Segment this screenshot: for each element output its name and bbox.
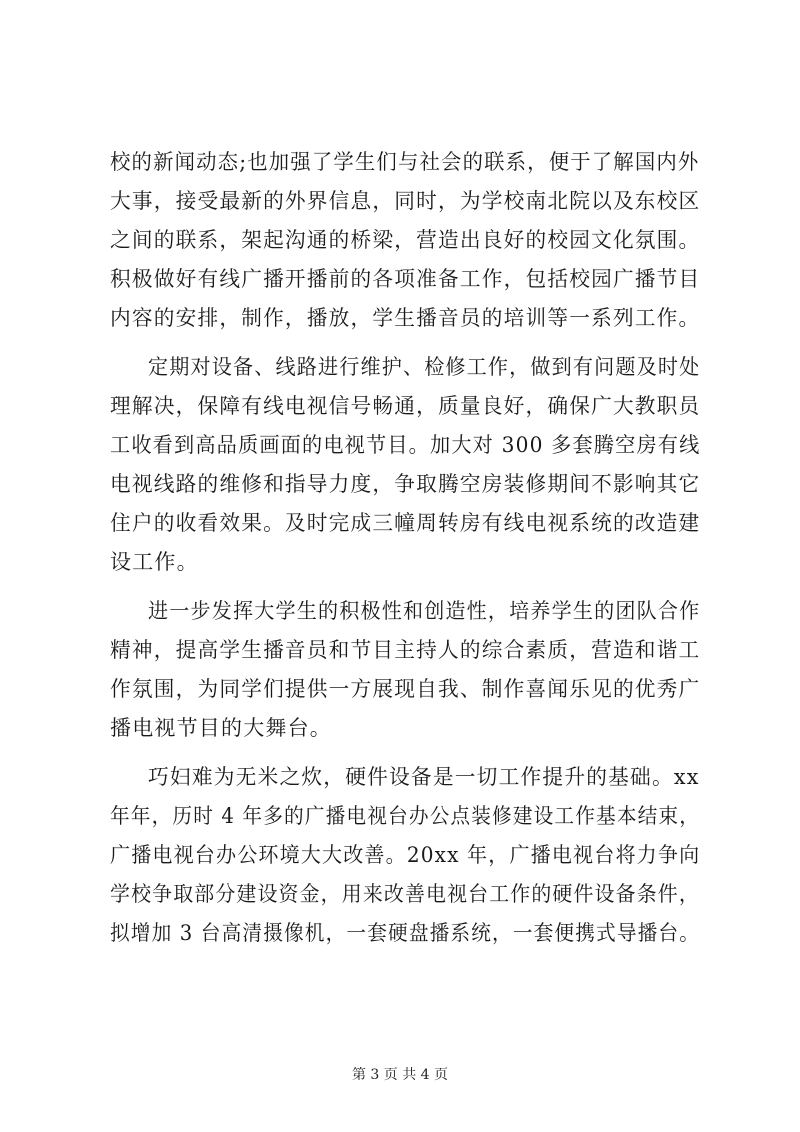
text-line: 理解决，保障有线电视信号畅通，质量良好，确保广大教职员	[110, 394, 701, 418]
text-line: 大事，接受最新的外界信息，同时，为学校南北院以及东校区	[110, 189, 701, 213]
text-line: 作氛围，为同学们提供一方展现自我、制作喜闻乐见的优秀广	[110, 677, 701, 701]
text-line: 年年，历时 4 年多的广播电视台办公点装修建设工作基本结束，	[110, 804, 701, 828]
text-line: 巧妇难为无米之炊，硬件设备是一切工作提升的基础。xx	[148, 765, 700, 789]
text-line: 播电视节目的大舞台。	[110, 716, 332, 740]
text-line: 工收看到高品质画面的电视节目。加大对 300 多套腾空房有线	[110, 433, 701, 457]
text-line: 定期对设备、线路进行维护、检修工作，做到有问题及时处	[148, 355, 701, 379]
text-line: 学校争取部分建设资金，用来改善电视台工作的硬件设备条件，	[110, 882, 700, 906]
text-line: 精神，提高学生播音员和节目主持人的综合素质，营造和谐工	[110, 638, 701, 662]
text-line: 拟增加 3 台高清摄像机，一套硬盘播系统，一套便携式导播台。	[110, 921, 701, 945]
text-line: 之间的联系，架起沟通的桥梁，营造出良好的校园文化氛围。	[110, 228, 701, 252]
text-line: 内容的安排，制作，播放，学生播音员的培训等一系列工作。	[110, 306, 701, 330]
text-line: 电视线路的维修和指导力度，争取腾空房装修期间不影响其它	[110, 472, 701, 496]
text-line: 进一步发挥大学生的积极性和创造性，培养学生的团队合作	[148, 599, 701, 623]
text-line: 住户的收看效果。及时完成三幢周转房有线电视系统的改造建	[110, 511, 701, 535]
text-line: 设工作。	[110, 550, 199, 574]
text-line: 广播电视台办公环境大大改善。20xx 年，广播电视台将力争向	[110, 843, 701, 867]
page-number-footer: 第 3 页 共 4 页	[351, 1067, 449, 1083]
text-line: 积极做好有线广播开播前的各项准备工作，包括校园广播节目	[110, 267, 701, 291]
text-line: 校的新闻动态;也加强了学生们与社会的联系，便于了解国内外	[110, 150, 700, 174]
